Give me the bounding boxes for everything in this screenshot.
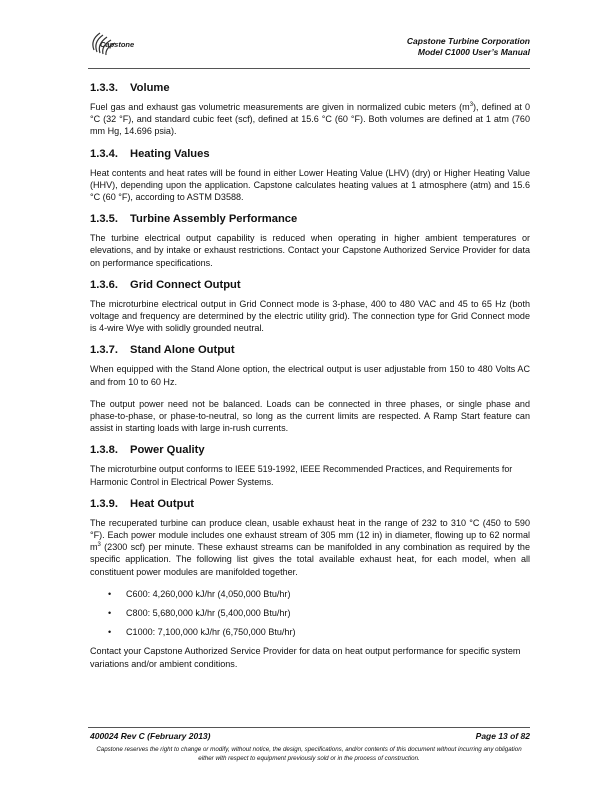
section-heading: 1.3.4. Heating Values	[90, 147, 210, 160]
section-power-quality	[90, 444, 530, 487]
section-heat-output	[90, 498, 530, 670]
paragraph: The microturbine output conforms to IEEE 519-1992, IEEE Recommended Practices, and Requirements for Harmonic Control in Electrical Power Systems.	[90, 464, 513, 487]
page-number: Page 13 of 82	[475, 731, 530, 741]
document-id: 400024 Rev C (February 2013)	[90, 731, 211, 741]
header-divider	[88, 68, 530, 69]
capstone-logo	[88, 28, 158, 62]
document-body	[90, 82, 530, 680]
footer-disclaimer: Capstone reserves the right to change or modify, without notice, the design, specifications, and/or contents of this document without incurring any obligation either with respect to equipment previously sold or in the process of construction.	[96, 746, 522, 762]
section-heading: 1.3.9. Heat Output	[90, 497, 195, 510]
list-item: • C1000: 7,100,000 kJ/hr (6,750,000 Btu/hr)	[108, 627, 296, 638]
section-heading: 1.3.6. Grid Connect Output	[90, 278, 241, 291]
section-heading: 1.3.8. Power Quality	[90, 444, 205, 457]
section-volume	[90, 82, 530, 138]
section-grid-connect	[90, 279, 530, 335]
section-turbine-performance	[90, 213, 530, 269]
heat-output-list	[90, 588, 530, 639]
page-header	[88, 28, 530, 66]
section-heating-values	[90, 148, 530, 204]
paragraph: Fuel gas and exhaust gas volumetric measurements are given in normalized cubic meters $(m^3)$, defined at 0 °C (32 °F), and standard cubic feet (scf), defined at 15.6 °C (60 °F). Both volumes are defined at 1 atm (760 mm Hg, 14.696 psia).	[90, 101, 530, 137]
paragraph: The turbine electrical output capability is reduced when operating in higher ambient temperatures or elevations, and by intake or exhaust restrictions. Contact your Capstone Authorized Service Provider for data on performance specifications.	[90, 233, 530, 268]
section-heading: 1.3.5. Turbine Assembly Performance	[90, 213, 298, 226]
paragraph: When equipped with the Stand Alone option, the electrical output is user adjustable from 150 to 480 Volts AC and from 10 to 60 Hz.	[90, 364, 530, 387]
paragraph: The microturbine electrical output in Grid Connect mode is 3-phase, 400 to 480 VAC and 45 to 65 Hz (both voltage and frequency are determined by the electric utility grid). The connection type for Grid Connect mode is 4-wire Wye with solidly grounded neutral.	[90, 298, 530, 334]
list-item: • C600: 4,260,000 kJ/hr (4,050,000 Btu/hr)	[108, 588, 291, 599]
company-name: Capstone Turbine Corporation	[406, 36, 530, 46]
list-item: • C800: 5,680,000 kJ/hr (5,400,000 Btu/hr)	[108, 608, 291, 619]
manual-title: Model C1000 User’s Manual	[417, 47, 530, 57]
paragraph: The output power need not be balanced. Loads can be connected in three phases, or single phase and phase-to-phase, or phase-to-neutral, so long as the current limits are respected. A Ramp Start feature can assist in starting loads with large in-rush currents.	[90, 398, 530, 434]
section-heading: 1.3.3. Volume	[90, 82, 170, 94]
header-titles	[407, 36, 530, 58]
paragraph: The recuperated turbine can produce clean, usable exhaust heat in the range of 232 to 310 °C (450 to 590 °F). Each power module includes one exhaust stream of 305 mm (12 in) in diameter, flowing up to 62 normal $m^3$ (2300 scf) per minute. These exhaust streams can be manifolded in any combination as required by the specific application. The following list gives the total available exhaust heat, for each model, when all constituent power modules are manifolded together.	[90, 517, 530, 577]
section-stand-alone	[90, 344, 530, 434]
section-heading: 1.3.7. Stand Alone Output	[90, 344, 235, 357]
paragraph: Heat contents and heat rates will be found in either Lower Heating Value (LHV) (dry) or Higher Heating Value (HHV), depending upon the application. Capstone calculates heating values at 1 atmosphere (atm) and 15.6 °C (60 °F), according to ASTM D3588.	[90, 167, 530, 203]
paragraph: Contact your Capstone Authorized Service Provider for data on heat output performance for specific system variations and/or ambient conditions.	[90, 646, 521, 669]
logo-wordmark: Capstone	[100, 40, 135, 49]
footer-divider	[88, 727, 530, 728]
